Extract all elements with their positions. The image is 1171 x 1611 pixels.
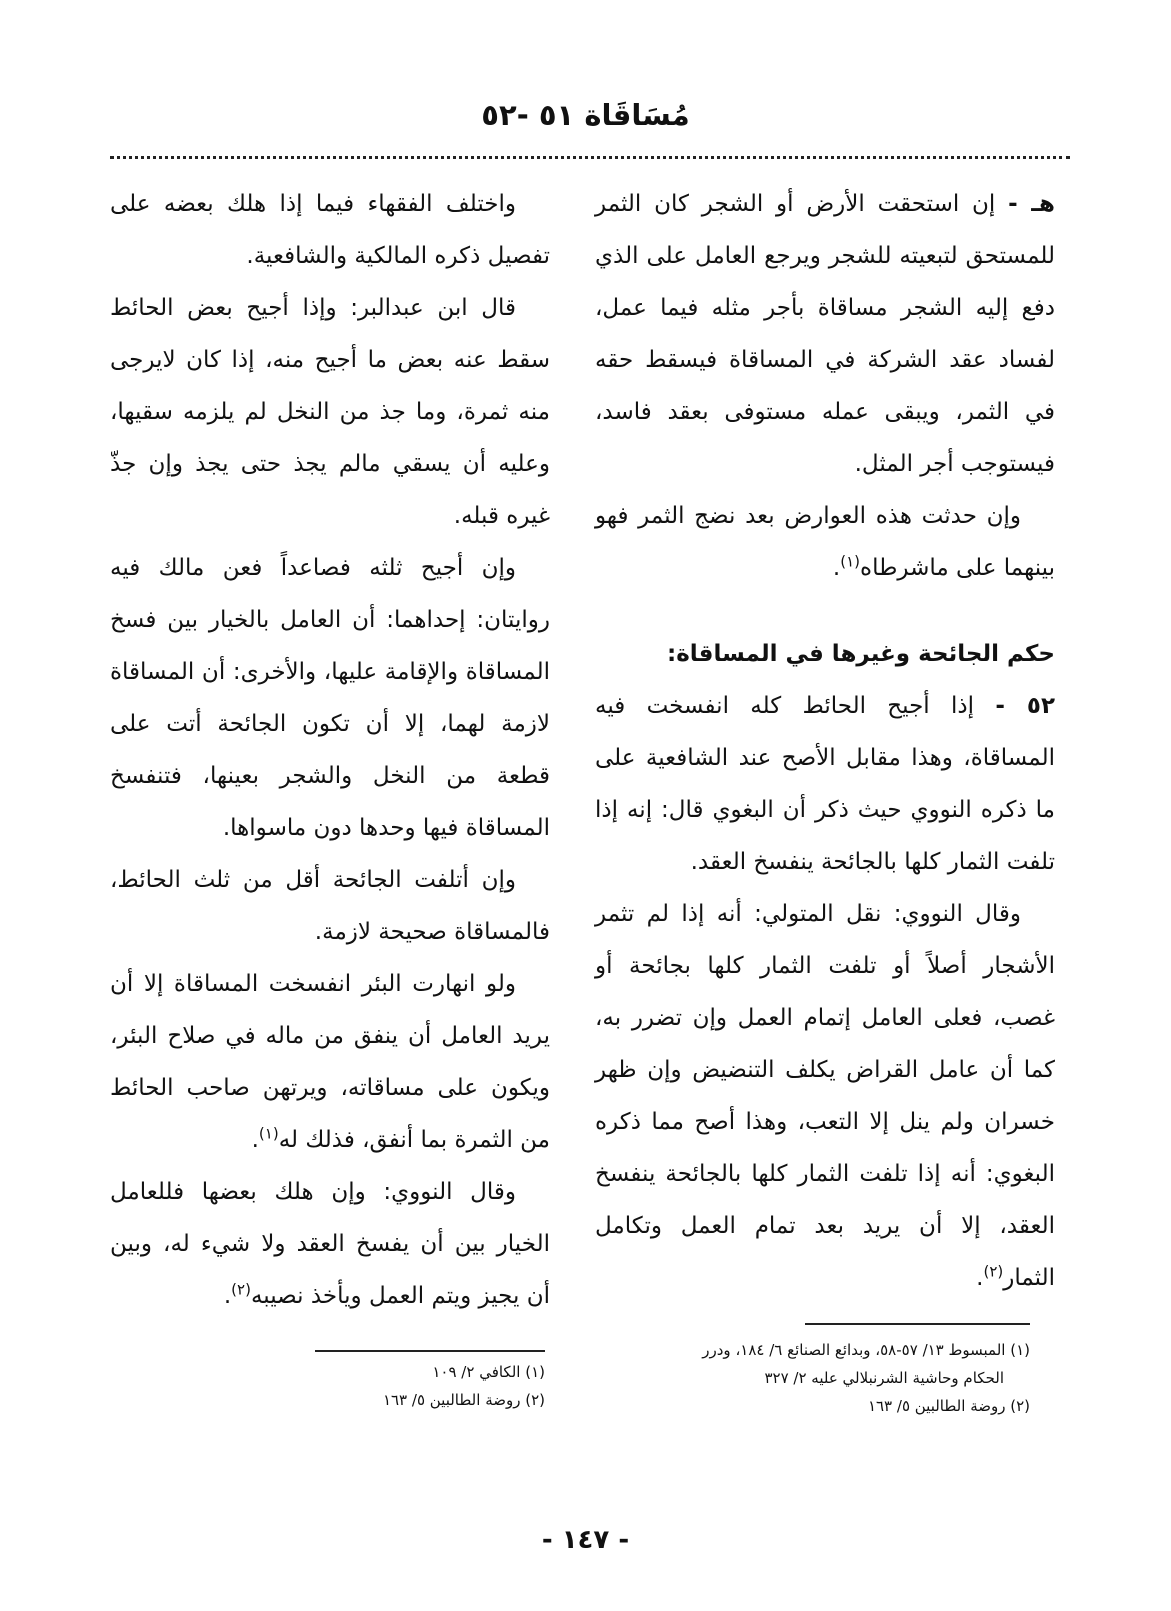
paragraph [595, 680, 1055, 888]
footnotes-right [570, 1336, 1030, 1420]
footnote: (١) المبسوط ١٣/ ٥٧-٥٨، وبدائع الصنائع ٦/ ١٨٤، ودرر [702, 1341, 1030, 1359]
footnote: (٢) روضة الطالبين ٥/ ١٦٣ [382, 1391, 545, 1409]
paragraph-tail: . [251, 1127, 259, 1153]
paragraph: واختلف الفقهاء فيما إذا هلك بعضه على تفصيل ذكره المالكية والشافعية. [110, 191, 550, 269]
left-column [110, 178, 550, 1322]
right-column [595, 178, 1055, 1304]
paragraph-lead: ٥٢ - [995, 693, 1055, 719]
paragraph [110, 1166, 550, 1322]
paragraph-tail: . [223, 1283, 232, 1309]
footnote-rule-right [805, 1323, 1030, 1325]
footnote-continuation: الحكام وحاشية الشرنبلالي عليه ٢/ ٣٢٧ [764, 1369, 1004, 1387]
page-number: - ١٤٧ - [541, 1525, 630, 1555]
paragraph [595, 178, 1055, 490]
footnote-ref: (١) [840, 552, 861, 571]
paragraph-lead: هـ - [1008, 191, 1055, 217]
header-title: مُسَاقَاة ٥١ -٥٢ [481, 98, 690, 132]
paragraph: قال ابن عبدالبر: وإذا أجيح بعض الحائط سقط عنه بعض ما أجيح منه، إذا كان لايرجى منه ثمرة، وما جذ من النخل لم يلزمه سقيها، وعليه أن يسقي مالم يجذ حتى يجذ وإن جذّ غيره قبله. [110, 295, 550, 529]
footnote-ref: (٢) [231, 1280, 251, 1299]
spacer [595, 594, 1055, 628]
paragraph: وإن أتلفت الجائحة أقل من ثلث الحائط، فالمساقاة صحيحة لازمة. [110, 867, 550, 945]
footnotes-left [280, 1358, 545, 1414]
footnote-ref: (١) [258, 1124, 279, 1143]
page-header [0, 98, 1171, 138]
paragraph [595, 490, 1055, 594]
paragraph-text: إذا أجيح الحائط كله انفسخت فيه المساقاة، وهذا مقابل الأصح عند الشافعية على ما ذكره النووي حيث ذكر أن البغوي قال: إنه إذا تلفت الثمار كلها بالجائحة ينفسخ العقد. [595, 693, 1055, 875]
footnote-ref: (٢) [983, 1262, 1004, 1281]
paragraph-tail: . [832, 555, 841, 581]
paragraph-text: ولو انهارت البئر انفسخت المساقاة إلا أن يريد العامل أن ينفق من ماله في صلاح البئر، ويكون على مساقاته، ويرتهن صاحب الحائط من الثمرة بما أنفق، فذلك له [110, 971, 550, 1153]
paragraph: وإن أجيح ثلثه فصاعداً فعن مالك فيه روايتان: إحداهما: أن العامل بالخيار بين فسخ المساقاة والإقامة عليها، والأخرى: أن المساقاة لازمة لهما، إلا أن تكون الجائحة أتت على قطعة من النخل والشجر بعينها، فتنفسخ المساقاة فيها وحدها دون ماسواها. [110, 555, 550, 841]
footnote-rule-left [315, 1350, 545, 1352]
section-heading: حكم الجائحة وغيرها في المساقاة: [667, 641, 1055, 667]
paragraph-tail: . [976, 1265, 984, 1291]
header-divider [110, 156, 1070, 159]
paragraph [110, 958, 550, 1166]
footnote: (١) الكافي ٢/ ١٠٩ [432, 1363, 545, 1381]
paragraph-text: وقال النووي: نقل المتولي: أنه إذا لم تثمر الأشجار أصلاً أو تلفت الثمار كلها بجائحة أو غصب، فعلى العامل إتمام العمل وإن تضرر به، كما أن عامل القراض يكلف التنضيض وإن ظهر خسران ولم ينل إلا التعب، وهذا أصح مما ذكره البغوي: أنه إذا تلفت الثمار كلها بالجائحة ينفسخ العقد، إلا أن يريد بعد تمام العمل وتكامل الثمار [595, 901, 1055, 1291]
footnote: (٢) روضة الطالبين ٥/ ١٦٣ [867, 1397, 1030, 1415]
paragraph [595, 888, 1055, 1304]
paragraph-text: وإن حدثت هذه العوارض بعد نضج الثمر فهو بينهما على ماشرطاه [595, 503, 1055, 581]
paragraph-text: وقال النووي: وإن هلك بعضها فللعامل الخيار بين أن يفسخ العقد ولا شيء له، وبين أن يجيز ويتم العمل ويأخذ نصيبه [110, 1179, 550, 1309]
paragraph-text: إن استحقت الأرض أو الشجر كان الثمر للمستحق لتبعيته للشجر ويرجع العامل على الذي دفع إليه الشجر مساقاة بأجر مثله فيما عمل، لفساد عقد الشركة في المساقاة فيسقط حقه في الثمر، ويبقى عمله مستوفى بعقد فاسد، فيستوجب أجر المثل. [595, 191, 1055, 477]
